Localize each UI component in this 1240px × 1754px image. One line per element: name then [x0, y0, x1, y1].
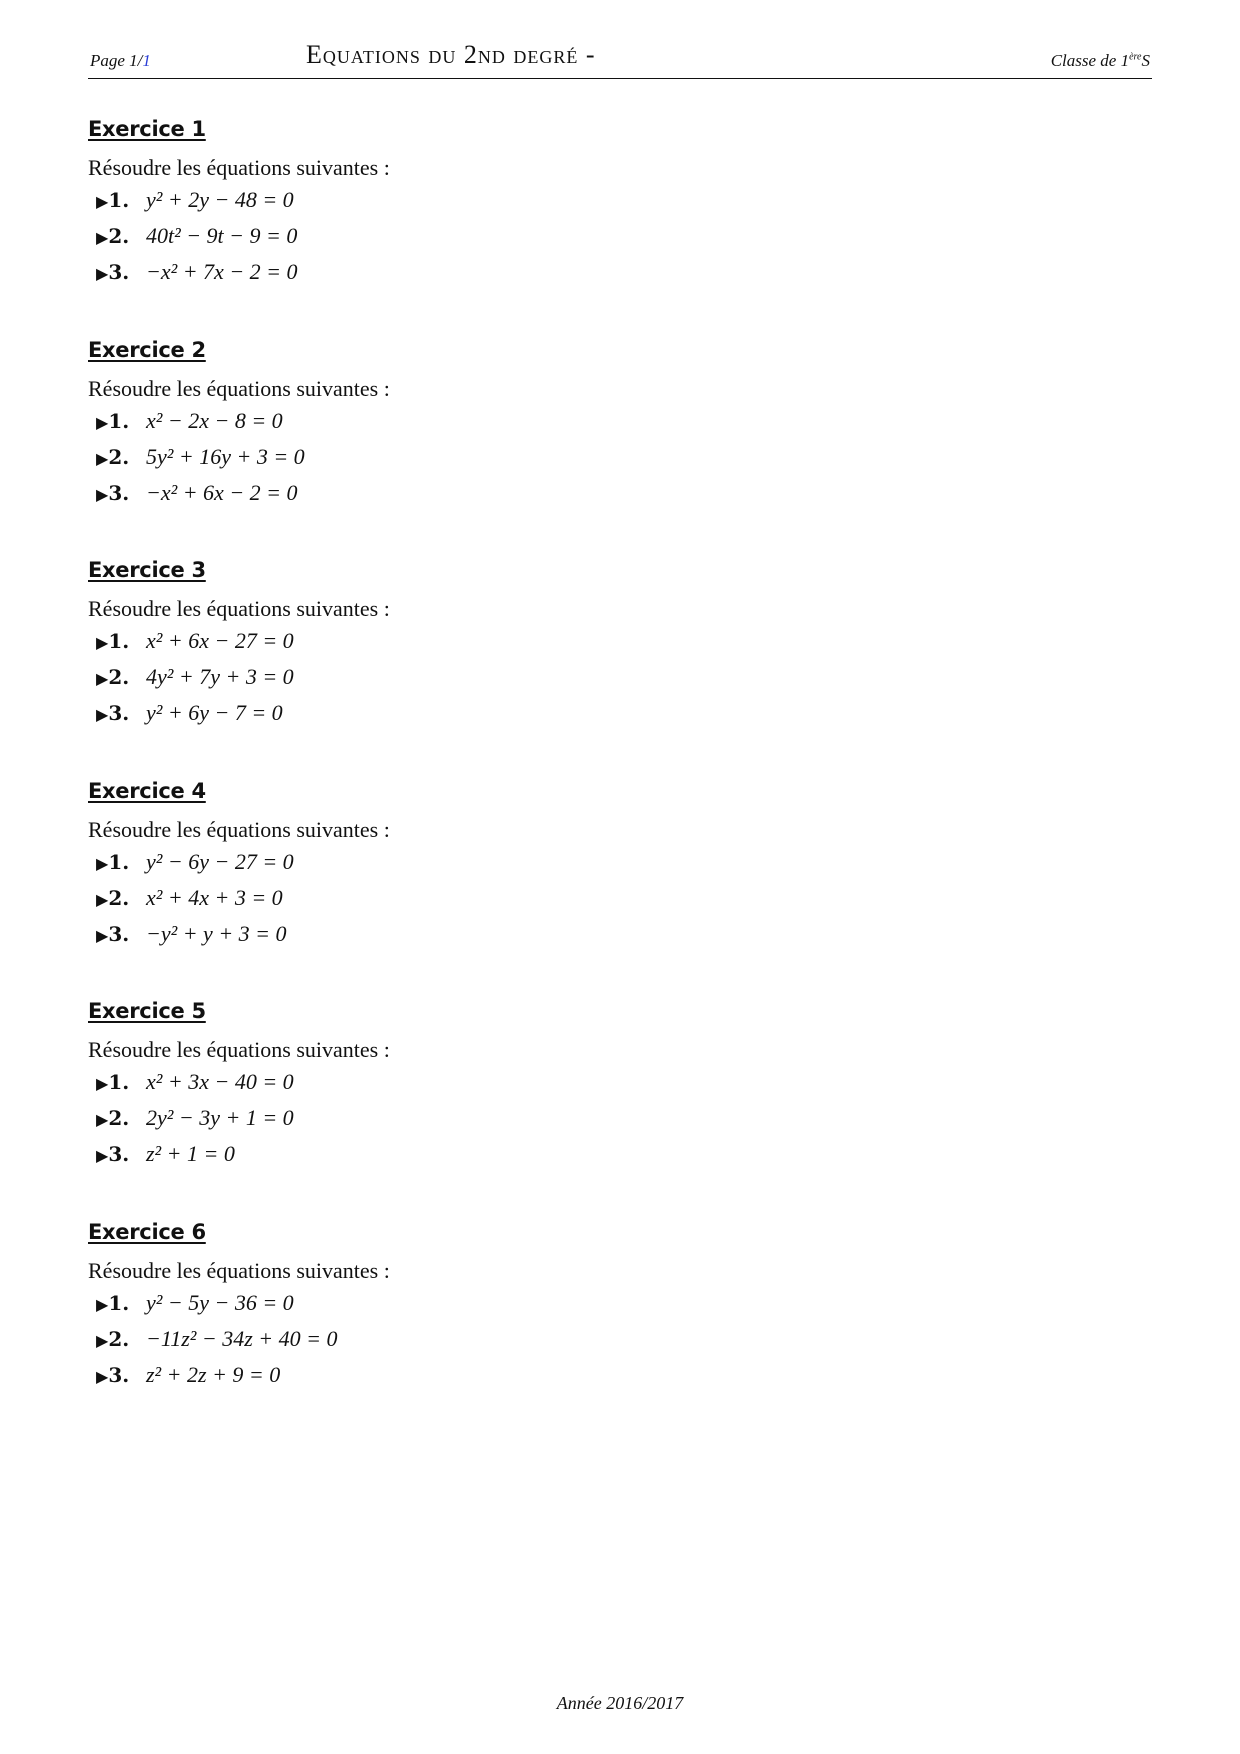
equation: x² − 2x − 8 = 0	[146, 408, 283, 433]
exercise-title: Exercice 2	[88, 338, 206, 362]
list-item	[88, 223, 988, 259]
page-total-link[interactable]: 1	[142, 51, 151, 70]
triangle-bullet-icon: ▶	[96, 1367, 109, 1386]
page-footer: Année 2016/2017	[556, 1693, 684, 1713]
page-number	[90, 51, 151, 71]
equation: 40t² − 9t − 9 = 0	[146, 223, 298, 248]
list-item	[88, 849, 988, 885]
triangle-bullet-icon: ▶	[96, 1146, 109, 1165]
equation: y² − 5y − 36 = 0	[146, 1290, 294, 1315]
triangle-bullet-icon: ▶	[96, 854, 109, 873]
item-marker: ▶1.	[96, 850, 130, 874]
list-item	[88, 444, 988, 480]
triangle-bullet-icon: ▶	[96, 228, 109, 247]
equation: z² + 1 = 0	[146, 1141, 235, 1166]
exercise-intro: Résoudre les équations suivantes :	[88, 817, 390, 842]
triangle-bullet-icon: ▶	[96, 413, 109, 432]
triangle-bullet-icon: ▶	[96, 633, 109, 652]
exercise-4	[88, 779, 988, 957]
list-item	[88, 1362, 988, 1398]
item-marker: ▶3.	[96, 1363, 130, 1387]
triangle-bullet-icon: ▶	[96, 1074, 109, 1093]
exercise-intro: Résoudre les équations suivantes :	[88, 376, 390, 401]
item-marker: ▶2.	[96, 1327, 130, 1351]
item-marker: ▶1.	[96, 188, 130, 212]
equation: 4y² + 7y + 3 = 0	[146, 664, 294, 689]
item-marker: ▶3.	[96, 1142, 130, 1166]
equation: y² + 6y − 7 = 0	[146, 700, 283, 725]
item-marker: ▶2.	[96, 1106, 130, 1130]
list-item	[88, 921, 988, 957]
item-marker: ▶1.	[96, 409, 130, 433]
item-marker: ▶2.	[96, 886, 130, 910]
item-marker: ▶1.	[96, 1291, 130, 1315]
equation: −y² + y + 3 = 0	[146, 921, 287, 946]
item-marker: ▶3.	[96, 701, 130, 725]
exercise-3	[88, 558, 988, 736]
exercise-5	[88, 999, 988, 1177]
equation: −11z² − 34z + 40 = 0	[146, 1326, 338, 1351]
item-marker: ▶3.	[96, 260, 130, 284]
class-superscript: ère	[1129, 51, 1142, 63]
list-item	[88, 1290, 988, 1326]
item-marker: ▶3.	[96, 481, 130, 505]
exercise-intro: Résoudre les équations suivantes :	[88, 1258, 390, 1283]
equation: 5y² + 16y + 3 = 0	[146, 444, 305, 469]
exercise-title: Exercice 3	[88, 558, 206, 582]
triangle-bullet-icon: ▶	[96, 449, 109, 468]
triangle-bullet-icon: ▶	[96, 1331, 109, 1350]
list-item	[88, 628, 988, 664]
page-label: Page 1/	[90, 51, 143, 70]
exercise-6	[88, 1220, 988, 1398]
equation: x² + 6x − 27 = 0	[146, 628, 294, 653]
list-item	[88, 187, 988, 223]
item-marker: ▶2.	[96, 445, 130, 469]
triangle-bullet-icon: ▶	[96, 890, 109, 909]
equation: y² + 2y − 48 = 0	[146, 187, 294, 212]
class-prefix: Classe de 1	[1050, 51, 1130, 70]
equation: −x² + 6x − 2 = 0	[146, 480, 298, 505]
equation: z² + 2z + 9 = 0	[146, 1362, 281, 1387]
list-item	[88, 480, 988, 516]
triangle-bullet-icon: ▶	[96, 1110, 109, 1129]
equation: 2y² − 3y + 1 = 0	[146, 1105, 294, 1130]
equation: −x² + 7x − 2 = 0	[146, 259, 298, 284]
triangle-bullet-icon: ▶	[96, 669, 109, 688]
exercise-intro: Résoudre les équations suivantes :	[88, 1037, 390, 1062]
class-label	[1051, 51, 1150, 71]
triangle-bullet-icon: ▶	[96, 1295, 109, 1314]
class-suffix: S	[1141, 51, 1150, 70]
document-title: Equations du 2nd degré -	[306, 40, 596, 69]
page-header	[88, 40, 1152, 79]
list-item	[88, 885, 988, 921]
triangle-bullet-icon: ▶	[96, 705, 109, 724]
item-marker: ▶2.	[96, 665, 130, 689]
item-marker: ▶2.	[96, 224, 130, 248]
equation: x² + 3x − 40 = 0	[146, 1069, 294, 1094]
exercise-intro: Résoudre les équations suivantes :	[88, 155, 390, 180]
triangle-bullet-icon: ▶	[96, 264, 109, 283]
exercise-title: Exercice 5	[88, 999, 206, 1023]
list-item	[88, 700, 988, 736]
list-item	[88, 1326, 988, 1362]
exercise-1	[88, 117, 988, 295]
equation: y² − 6y − 27 = 0	[146, 849, 294, 874]
exercise-title: Exercice 1	[88, 117, 206, 141]
list-item	[88, 408, 988, 444]
item-marker: ▶1.	[96, 1070, 130, 1094]
triangle-bullet-icon: ▶	[96, 485, 109, 504]
list-item	[88, 664, 988, 700]
list-item	[88, 1141, 988, 1177]
exercise-title: Exercice 6	[88, 1220, 206, 1244]
item-marker: ▶3.	[96, 922, 130, 946]
exercise-title: Exercice 4	[88, 779, 206, 803]
triangle-bullet-icon: ▶	[96, 926, 109, 945]
list-item	[88, 1069, 988, 1105]
triangle-bullet-icon: ▶	[96, 192, 109, 211]
list-item	[88, 1105, 988, 1141]
exercise-intro: Résoudre les équations suivantes :	[88, 596, 390, 621]
item-marker: ▶1.	[96, 629, 130, 653]
equation: x² + 4x + 3 = 0	[146, 885, 283, 910]
exercise-2	[88, 338, 988, 516]
list-item	[88, 259, 988, 295]
